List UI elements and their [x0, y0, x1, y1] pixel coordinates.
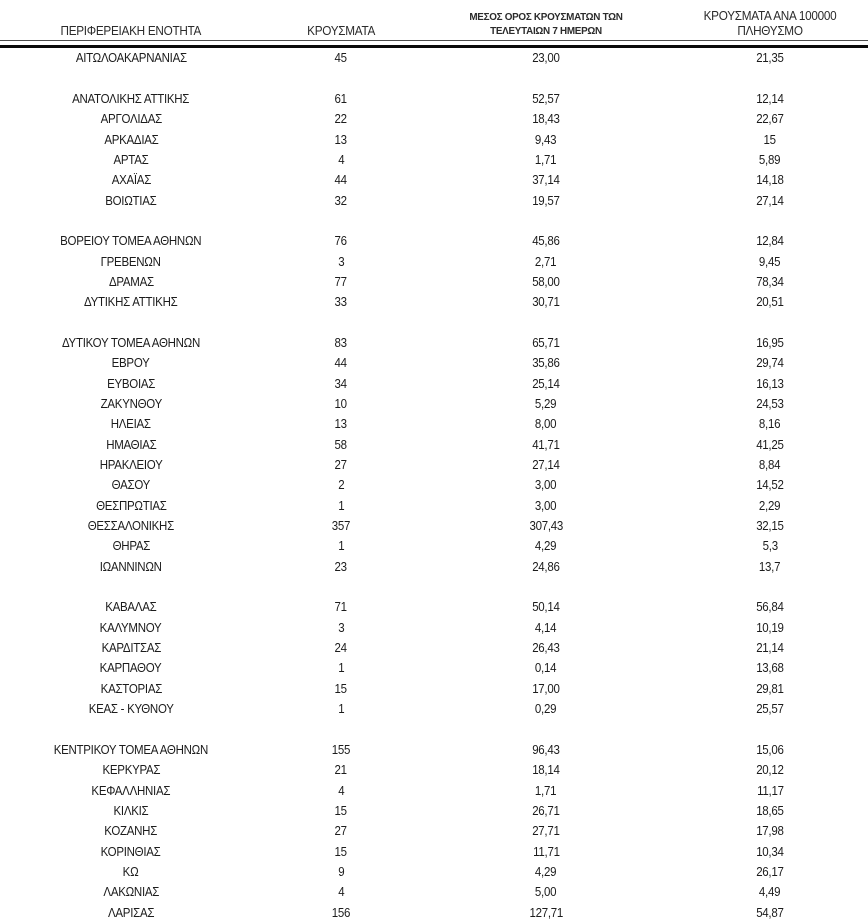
table-row	[0, 618, 868, 638]
cell-per-100k: 16,13	[756, 376, 784, 391]
cell-region: ΘΕΣΠΡΩΤΙΑΣ	[95, 498, 167, 513]
cell-cases: 21	[334, 763, 348, 778]
cell-per-100k: 54,87	[756, 905, 784, 920]
header-avg-7-days-label: ΜΕΣΟΣ ΟΡΟΣ ΚΡΟΥΣΜΑΤΩΝ ΤΩΝ ΤΕΛΕΥΤΑΙΩΝ 7 ΗΜΕΡΩΝ	[469, 11, 623, 37]
cell-avg-7-days: 1,71	[535, 783, 557, 798]
cell-cases: 15	[334, 803, 348, 818]
cell-avg-7-days: 58,00	[532, 274, 560, 289]
cell-region: ΕΒΡΟΥ	[112, 356, 150, 371]
cell-cases: 4	[337, 783, 345, 798]
cell-per-100k: 56,84	[756, 600, 784, 615]
cell-avg-7-days: 3,00	[535, 498, 557, 513]
cell-cases: 10	[334, 397, 348, 412]
cell-avg-7-days: 5,29	[535, 397, 557, 412]
cell-region: ΑΡΤΑΣ	[113, 152, 149, 167]
cell-cases: 32	[334, 193, 348, 208]
header-regional-unit-label: ΠΕΡΙΦΕΡΕΙΑΚΗ ΕΝΟΤΗΤΑ	[60, 23, 202, 38]
cell-avg-7-days: 307,43	[529, 519, 563, 534]
cell-per-100k: 8,84	[759, 458, 781, 473]
cell-avg-7-days: 96,43	[532, 742, 560, 757]
cell-avg-7-days: 4,29	[535, 864, 557, 879]
cell-cases: 3	[337, 620, 345, 635]
table-row	[0, 272, 868, 292]
cell-avg-7-days: 18,43	[532, 112, 560, 127]
cell-cases: 45	[334, 51, 348, 66]
cell-avg-7-days: 19,57	[532, 193, 560, 208]
cell-avg-7-days: 26,43	[532, 641, 560, 656]
cell-cases: 1	[337, 498, 345, 513]
cell-avg-7-days: 27,14	[532, 458, 560, 473]
table-row	[0, 475, 868, 495]
cell-avg-7-days: 52,57	[532, 91, 560, 106]
table-row	[0, 516, 868, 536]
cell-per-100k: 26,17	[756, 864, 784, 879]
cell-region: ΚΕΑΣ - ΚΥΘΝΟΥ	[88, 702, 174, 717]
table-row	[0, 760, 868, 780]
header-cases-label: ΚΡΟΥΣΜΑΤΑ	[307, 23, 375, 38]
table-row	[0, 821, 868, 841]
table-row	[0, 597, 868, 617]
cell-avg-7-days: 26,71	[532, 803, 560, 818]
cell-cases: 44	[334, 356, 348, 371]
cell-per-100k: 20,12	[756, 763, 784, 778]
cell-cases: 9	[337, 864, 345, 879]
cell-cases: 1	[337, 702, 345, 717]
cell-per-100k: 17,98	[756, 824, 784, 839]
cell-cases: 4	[337, 885, 345, 900]
header-regional-unit	[0, 0, 262, 41]
cell-avg-7-days: 11,71	[532, 844, 560, 859]
table-row	[0, 679, 868, 699]
cell-region: ΑΡΓΟΛΙΔΑΣ	[100, 112, 162, 127]
table-row	[0, 699, 868, 719]
cell-region: ΗΜΑΘΙΑΣ	[105, 437, 157, 452]
cell-region: ΗΛΕΙΑΣ	[111, 417, 151, 432]
cell-per-100k: 2,29	[759, 498, 781, 513]
header-avg-7-days	[420, 0, 672, 41]
cell-region: ΑΧΑΪΑΣ	[111, 173, 151, 188]
table-row	[0, 862, 868, 882]
cell-per-100k: 8,16	[759, 417, 781, 432]
cell-region: ΚΕΡΚΥΡΑΣ	[102, 763, 160, 778]
cell-cases: 27	[334, 458, 348, 473]
cell-avg-7-days: 25,14	[532, 376, 560, 391]
cell-cases: 22	[334, 112, 348, 127]
cell-region: ΚΑΛΥΜΝΟΥ	[100, 620, 162, 635]
cell-cases: 76	[334, 234, 348, 249]
cell-region: ΚΕΝΤΡΙΚΟΥ ΤΟΜΕΑ ΑΘΗΝΩΝ	[53, 742, 209, 757]
cell-region: ΖΑΚΥΝΘΟΥ	[100, 397, 162, 412]
table-row	[0, 251, 868, 271]
table-row	[0, 414, 868, 434]
cell-region: ΘΕΣΣΑΛΟΝΙΚΗΣ	[87, 519, 175, 534]
cell-avg-7-days: 41,71	[532, 437, 560, 452]
cell-per-100k: 29,81	[756, 681, 784, 696]
cell-cases: 155	[331, 742, 351, 757]
group-spacer	[0, 211, 868, 231]
table-row	[0, 170, 868, 190]
cell-region: ΔΥΤΙΚΟΥ ΤΟΜΕΑ ΑΘΗΝΩΝ	[61, 335, 201, 350]
table-row	[0, 902, 868, 922]
cell-region: ΛΑΚΩΝΙΑΣ	[103, 885, 159, 900]
cell-region: ΚΟΡΙΝΘΙΑΣ	[101, 844, 161, 859]
cell-region: ΘΗΡΑΣ	[112, 539, 150, 554]
cell-cases: 71	[334, 600, 348, 615]
table-row	[0, 536, 868, 556]
cell-region: ΘΑΣΟΥ	[111, 478, 151, 493]
cell-per-100k: 21,35	[756, 51, 784, 66]
cell-per-100k: 16,95	[756, 335, 784, 350]
cell-region: ΔΡΑΜΑΣ	[108, 274, 154, 289]
cell-cases: 1	[337, 539, 345, 554]
cell-per-100k: 18,65	[756, 803, 784, 818]
cell-cases: 156	[331, 905, 351, 920]
cell-per-100k: 11,17	[756, 783, 784, 798]
table-row	[0, 190, 868, 210]
table-row	[0, 841, 868, 861]
cell-cases: 13	[334, 132, 348, 147]
cell-region: ΙΩΑΝΝΙΝΩΝ	[99, 559, 162, 574]
cell-avg-7-days: 3,00	[535, 478, 557, 493]
cell-region: ΗΡΑΚΛΕΙΟΥ	[99, 458, 163, 473]
cell-avg-7-days: 0,29	[535, 702, 557, 717]
cell-avg-7-days: 17,00	[532, 681, 560, 696]
table-row	[0, 48, 868, 68]
cell-region: ΒΟΡΕΙΟΥ ΤΟΜΕΑ ΑΘΗΝΩΝ	[60, 234, 202, 249]
cell-cases: 15	[334, 681, 348, 696]
cell-per-100k: 9,45	[759, 254, 781, 269]
cell-per-100k: 10,34	[756, 844, 784, 859]
cell-per-100k: 4,49	[759, 885, 781, 900]
cell-per-100k: 20,51	[756, 295, 784, 310]
cell-region: ΚΩ	[123, 864, 139, 879]
cell-region: ΑΝΑΤΟΛΙΚΗΣ ΑΤΤΙΚΗΣ	[72, 91, 190, 106]
cell-cases: 2	[337, 478, 345, 493]
group-spacer	[0, 577, 868, 597]
cell-per-100k: 25,57	[756, 702, 784, 717]
table-row	[0, 109, 868, 129]
header-cases-per-100k-label: ΚΡΟΥΣΜΑΤΑ ΑΝΑ 100000 ΠΛΗΘΥΣΜΟ	[703, 9, 837, 38]
cell-avg-7-days: 8,00	[535, 417, 557, 432]
table-row	[0, 333, 868, 353]
table-row	[0, 89, 868, 109]
cell-per-100k: 27,14	[756, 193, 784, 208]
cell-avg-7-days: 18,14	[532, 763, 560, 778]
cell-avg-7-days: 127,71	[529, 905, 563, 920]
cell-per-100k: 78,34	[756, 274, 784, 289]
cell-cases: 61	[334, 91, 348, 106]
table-row	[0, 374, 868, 394]
group-spacer	[0, 68, 868, 88]
cell-avg-7-days: 24,86	[532, 559, 560, 574]
cell-avg-7-days: 35,86	[532, 356, 560, 371]
cell-region: ΚΑΣΤΟΡΙΑΣ	[100, 681, 162, 696]
table-row	[0, 658, 868, 678]
cell-cases: 3	[337, 254, 345, 269]
cell-avg-7-days: 45,86	[532, 234, 560, 249]
cell-region: ΚΟΖΑΝΗΣ	[104, 824, 158, 839]
table-body	[0, 48, 868, 923]
cell-cases: 13	[334, 417, 348, 432]
cell-cases: 27	[334, 824, 348, 839]
cell-cases: 77	[334, 274, 348, 289]
cell-per-100k: 12,84	[756, 234, 784, 249]
cell-per-100k: 13,68	[756, 661, 784, 676]
cell-cases: 33	[334, 295, 348, 310]
cell-region: ΔΥΤΙΚΗΣ ΑΤΤΙΚΗΣ	[84, 295, 178, 310]
cell-region: ΑΡΚΑΔΙΑΣ	[103, 132, 159, 147]
cell-region: ΚΕΦΑΛΛΗΝΙΑΣ	[91, 783, 171, 798]
cell-cases: 15	[334, 844, 348, 859]
table-row	[0, 231, 868, 251]
cell-region: ΚΑΡΠΑΘΟΥ	[100, 661, 162, 676]
cell-avg-7-days: 5,00	[535, 885, 557, 900]
cell-per-100k: 13,7	[759, 559, 781, 574]
cell-per-100k: 24,53	[756, 397, 784, 412]
cell-per-100k: 22,67	[756, 112, 784, 127]
cell-per-100k: 41,25	[756, 437, 784, 452]
cell-avg-7-days: 50,14	[532, 600, 560, 615]
table-row	[0, 740, 868, 760]
table-row	[0, 129, 868, 149]
table-header-row	[0, 0, 868, 41]
cell-per-100k: 10,19	[756, 620, 784, 635]
cell-avg-7-days: 9,43	[535, 132, 557, 147]
cell-cases: 44	[334, 173, 348, 188]
cell-avg-7-days: 30,71	[532, 295, 560, 310]
cell-region: ΚΑΡΔΙΤΣΑΣ	[101, 641, 161, 656]
table-row	[0, 882, 868, 902]
table-row	[0, 780, 868, 800]
table-row	[0, 394, 868, 414]
table-row	[0, 801, 868, 821]
table-row	[0, 496, 868, 516]
cell-avg-7-days: 65,71	[532, 335, 560, 350]
cell-avg-7-days: 27,71	[532, 824, 560, 839]
cell-avg-7-days: 2,71	[535, 254, 557, 269]
cell-per-100k: 15	[763, 132, 777, 147]
cell-per-100k: 14,18	[756, 173, 784, 188]
header-cases-per-100k	[672, 0, 868, 41]
cell-cases: 1	[337, 661, 345, 676]
group-spacer	[0, 312, 868, 332]
cell-per-100k: 5,3	[762, 539, 778, 554]
cell-cases: 34	[334, 376, 348, 391]
table-row	[0, 557, 868, 577]
cell-avg-7-days: 4,14	[535, 620, 557, 635]
table-row	[0, 455, 868, 475]
cell-per-100k: 14,52	[756, 478, 784, 493]
table-row	[0, 150, 868, 170]
cell-avg-7-days: 4,29	[535, 539, 557, 554]
header-cases	[262, 0, 420, 41]
cell-avg-7-days: 37,14	[532, 173, 560, 188]
cell-avg-7-days: 1,71	[535, 152, 557, 167]
cell-cases: 83	[334, 335, 348, 350]
table-row	[0, 638, 868, 658]
cell-cases: 357	[331, 519, 351, 534]
cell-per-100k: 15,06	[756, 742, 784, 757]
cell-region: ΕΥΒΟΙΑΣ	[106, 376, 156, 391]
cell-region: ΒΟΙΩΤΙΑΣ	[105, 193, 157, 208]
cell-per-100k: 21,14	[756, 641, 784, 656]
cell-cases: 23	[334, 559, 348, 574]
cell-cases: 58	[334, 437, 348, 452]
table-row	[0, 435, 868, 455]
cell-per-100k: 32,15	[756, 519, 784, 534]
cell-region: ΑΙΤΩΛΟΑΚΑΡΝΑΝΙΑΣ	[75, 51, 187, 66]
group-spacer	[0, 719, 868, 739]
table-row	[0, 353, 868, 373]
cell-region: ΚΑΒΑΛΑΣ	[105, 600, 157, 615]
cell-region: ΛΑΡΙΣΑΣ	[107, 905, 155, 920]
table-row	[0, 292, 868, 312]
cell-per-100k: 12,14	[756, 91, 784, 106]
cell-per-100k: 5,89	[759, 152, 781, 167]
cell-avg-7-days: 0,14	[535, 661, 557, 676]
cell-cases: 4	[337, 152, 345, 167]
cell-region: ΓΡΕΒΕΝΩΝ	[100, 254, 161, 269]
cell-per-100k: 29,74	[756, 356, 784, 371]
cell-cases: 24	[334, 641, 348, 656]
cell-region: ΚΙΛΚΙΣ	[113, 803, 149, 818]
cell-avg-7-days: 23,00	[532, 51, 560, 66]
